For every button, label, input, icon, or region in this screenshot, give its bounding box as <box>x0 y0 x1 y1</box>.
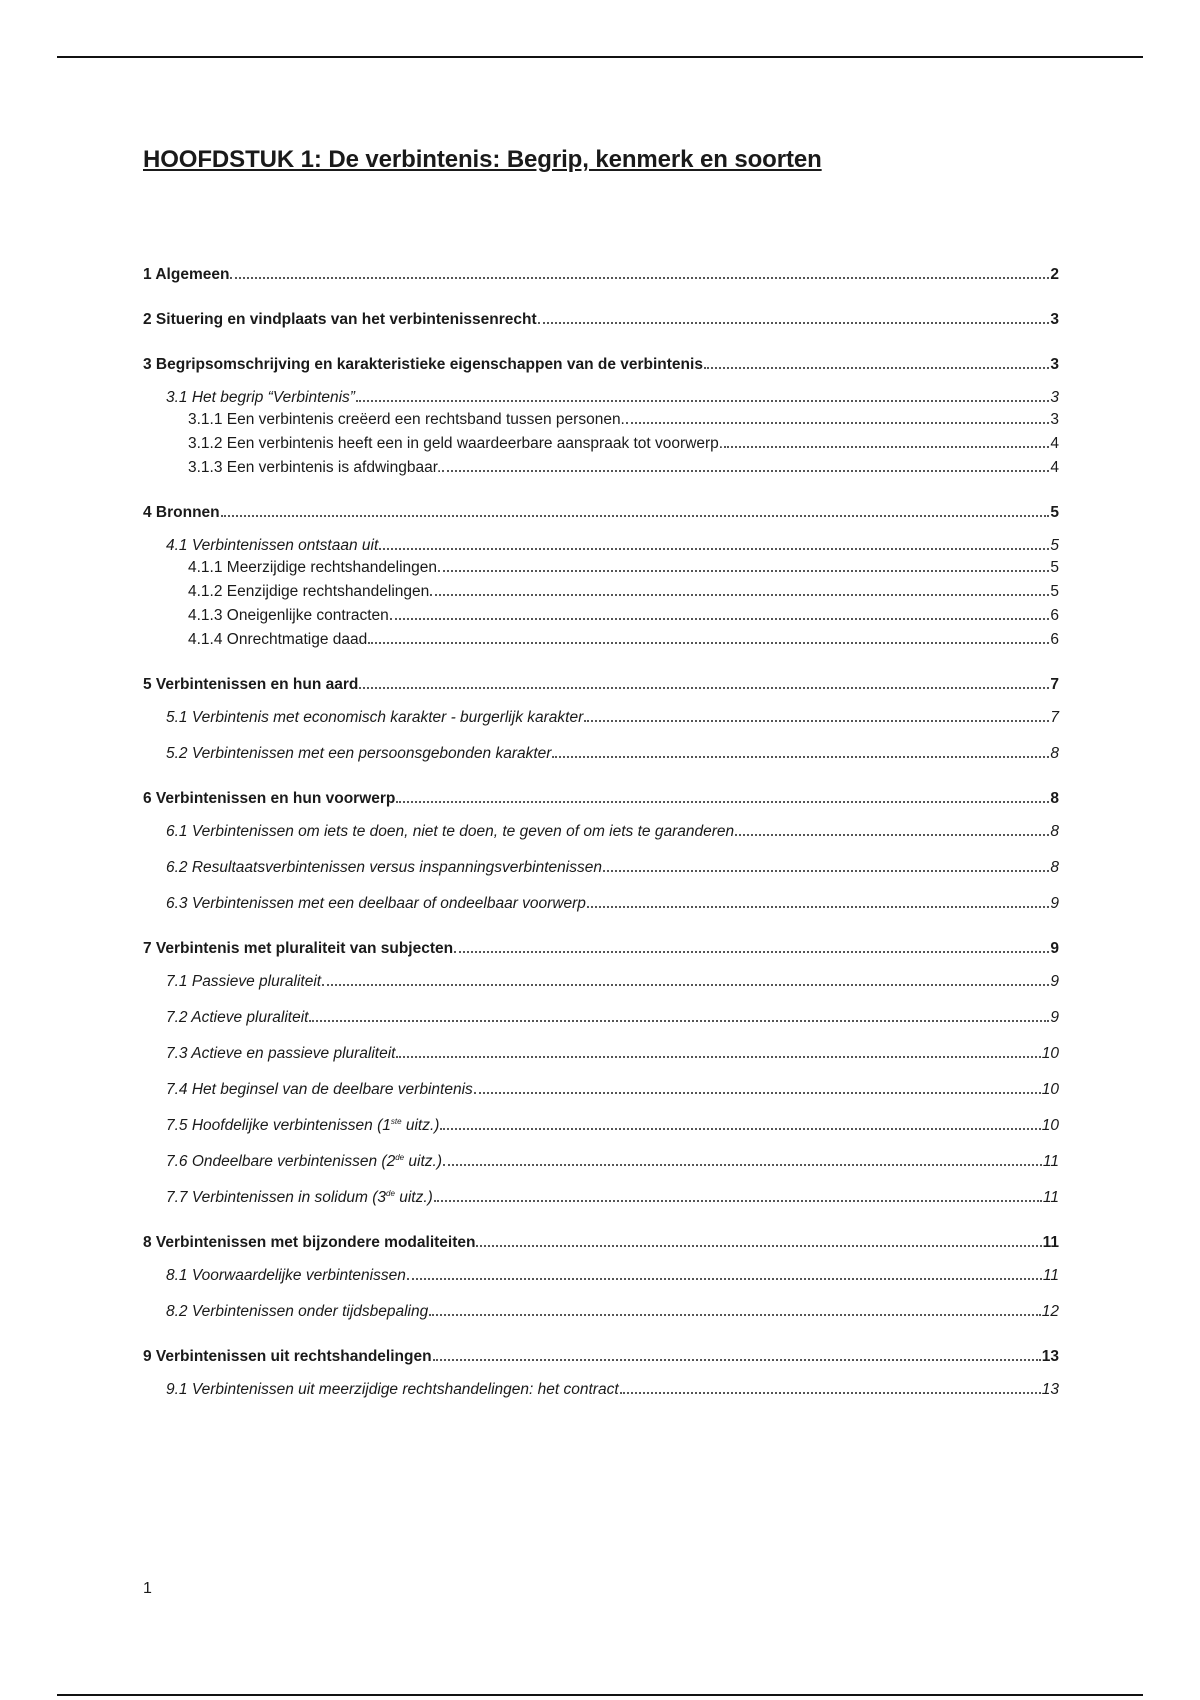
dot-leader <box>440 1128 1040 1130</box>
dot-leader <box>434 1200 1042 1202</box>
toc-entry[interactable] <box>143 790 1059 808</box>
toc-entry-title: 5.2 Verbintenissen met een persoonsgebonden karakter <box>166 745 552 762</box>
toc-entry-title: 6.3 Verbintenissen met een deelbaar of ondeelbaar voorwerp <box>166 895 586 912</box>
toc-entry[interactable] <box>143 459 1059 477</box>
toc-entry-page: 8 <box>1050 745 1059 762</box>
toc-entry-title: 2 Situering en vindplaats van het verbintenissenrecht <box>143 311 537 328</box>
toc-entry-page: 13 <box>1041 1381 1059 1399</box>
dot-leader <box>584 720 1049 722</box>
toc-entry[interactable] <box>143 1153 1059 1171</box>
toc-entry[interactable] <box>143 1234 1059 1252</box>
toc-entry[interactable] <box>143 411 1059 429</box>
toc-entry-title: 4.1.2 Eenzijdige rechtshandelingen <box>188 583 430 600</box>
toc-entry[interactable] <box>143 895 1059 913</box>
toc-entry-title: 6.2 Resultaatsverbintenissen versus inspanningsverbintenissen <box>166 859 602 876</box>
dot-leader <box>552 756 1049 758</box>
dot-leader <box>626 422 1050 424</box>
toc-entry-title: 7 Verbintenis met pluraliteit van subjecten <box>143 940 454 957</box>
toc-entry-page: 10 <box>1041 1081 1059 1098</box>
toc-entry-title: 7.6 Ondeelbare verbintenissen (2de uitz.) <box>166 1153 443 1171</box>
dot-leader <box>704 367 1049 369</box>
toc-entry-page: 8 <box>1050 859 1059 876</box>
toc-entry-page: 12 <box>1041 1303 1059 1321</box>
toc-entry[interactable] <box>143 1381 1059 1399</box>
toc-entry-title: 9 Verbintenissen uit rechtshandelingen <box>143 1348 432 1366</box>
toc-entry[interactable] <box>143 1267 1059 1285</box>
toc-entry-page: 11 <box>1042 1234 1059 1252</box>
toc-entry-title: 6.1 Verbintenissen om iets te doen, niet te doen, te geven of om iets te garanderen <box>166 823 735 840</box>
toc-entry-title: 4.1 Verbintenissen ontstaan uit <box>166 537 379 554</box>
toc-entry[interactable] <box>143 1117 1059 1135</box>
dot-leader <box>407 1278 1042 1280</box>
toc-entry-page: 5 <box>1050 537 1059 554</box>
toc-entry[interactable] <box>143 1045 1059 1063</box>
toc-entry[interactable] <box>143 266 1059 284</box>
toc-entry-title: 4 Bronnen <box>143 504 220 521</box>
toc-entry-page: 3 <box>1050 389 1059 406</box>
toc-entry-title: 7.1 Passieve pluraliteit <box>166 973 322 990</box>
toc-entry[interactable] <box>143 1189 1059 1207</box>
dot-leader <box>396 1056 1040 1058</box>
toc-entry[interactable] <box>143 559 1059 577</box>
toc-entry-title: 4.1.3 Oneigenlijke contracten <box>188 607 389 624</box>
toc-entry-page: 4 <box>1050 435 1059 452</box>
toc-entry-page: 9 <box>1050 940 1059 957</box>
toc-entry-page: 13 <box>1041 1348 1059 1366</box>
toc-entry[interactable] <box>143 940 1059 958</box>
header-rule <box>57 56 1143 58</box>
toc-entry[interactable] <box>143 504 1059 522</box>
toc-entry-title: 7.2 Actieve pluraliteit <box>166 1009 309 1026</box>
dot-leader <box>724 446 1049 448</box>
toc-entry[interactable] <box>143 631 1059 649</box>
toc-entry-title: 6 Verbintenissen en hun voorwerp <box>143 790 396 807</box>
toc-entry-title: 8.2 Verbintenissen onder tijdsbepaling <box>166 1303 429 1321</box>
dot-leader <box>221 515 1050 517</box>
toc-entry-title: 3.1.3 Een verbintenis is afdwingbaar. <box>188 459 442 476</box>
dot-leader <box>474 1092 1041 1094</box>
dot-leader <box>438 570 1049 572</box>
toc-entry-page: 6 <box>1050 631 1059 648</box>
toc-entry-page: 10 <box>1041 1117 1059 1135</box>
toc-entry-title: 3.1.2 Een verbintenis heeft een in geld waardeerbare aanspraak tot voorwerp. <box>188 435 724 452</box>
toc-entry[interactable] <box>143 356 1059 374</box>
toc-entry-title: 7.7 Verbintenissen in solidum (3de uitz.) <box>166 1189 433 1207</box>
toc-entry[interactable] <box>143 537 1059 555</box>
dot-leader <box>454 951 1049 953</box>
toc-entry-title: 5 Verbintenissen en hun aard <box>143 676 359 693</box>
dot-leader <box>359 687 1049 689</box>
toc-entry[interactable] <box>143 435 1059 453</box>
toc-entry[interactable] <box>143 745 1059 763</box>
dot-leader <box>379 548 1049 550</box>
toc-entry-page: 9 <box>1050 973 1059 990</box>
toc-entry-title: 3.1 Het begrip “Verbintenis” <box>166 389 355 406</box>
toc-entry[interactable] <box>143 1009 1059 1027</box>
footer-rule <box>57 1694 1143 1696</box>
dot-leader <box>368 642 1049 644</box>
page-number: 1 <box>143 1580 152 1597</box>
toc-entry-page: 5 <box>1050 504 1059 521</box>
dot-leader <box>538 322 1050 324</box>
dot-leader <box>603 870 1049 872</box>
dot-leader <box>476 1245 1041 1247</box>
toc-entry-page: 9 <box>1050 1009 1059 1026</box>
toc-entry[interactable] <box>143 1081 1059 1099</box>
toc-entry[interactable] <box>143 607 1059 625</box>
toc-entry-title: 4.1.4 Onrechtmatige daad <box>188 631 368 648</box>
dot-leader <box>309 1020 1049 1022</box>
toc-entry-title: 7.4 Het beginsel van de deelbare verbintenis <box>166 1081 473 1098</box>
toc-entry-page: 3 <box>1050 356 1059 373</box>
toc-entry[interactable] <box>143 709 1059 727</box>
dot-leader <box>442 470 1049 472</box>
toc-entry-page: 3 <box>1050 311 1059 328</box>
toc-entry-title: 3 Begripsomschrijving en karakteristieke eigenschappen van de verbintenis <box>143 356 703 373</box>
toc-entry-page: 4 <box>1050 459 1059 476</box>
dot-leader <box>433 1359 1041 1361</box>
toc-entry-page: 7 <box>1050 676 1059 693</box>
toc-entry-page: 11 <box>1042 1189 1059 1207</box>
toc-entry-title: 1 Algemeen <box>143 266 230 283</box>
toc-entry-page: 9 <box>1050 895 1059 912</box>
toc-entry-title: 7.5 Hoofdelijke verbintenissen (1ste uitz.) <box>166 1117 440 1135</box>
toc-entry-page: 8 <box>1050 790 1059 807</box>
toc-entry-title: 7.3 Actieve en passieve pluraliteit <box>166 1045 396 1062</box>
toc-entry-page: 5 <box>1050 559 1059 576</box>
dot-leader <box>230 277 1049 279</box>
toc-entry[interactable] <box>143 823 1059 841</box>
toc-entry[interactable] <box>143 311 1059 329</box>
toc-entry-page: 10 <box>1041 1045 1059 1062</box>
table-of-contents <box>143 266 1059 1399</box>
toc-entry-page: 7 <box>1050 709 1059 726</box>
toc-entry-page: 2 <box>1050 266 1059 283</box>
dot-leader <box>390 618 1050 620</box>
toc-entry-page: 11 <box>1042 1153 1059 1171</box>
dot-leader <box>735 834 1049 836</box>
toc-entry[interactable] <box>143 583 1059 601</box>
toc-entry[interactable] <box>143 1348 1059 1366</box>
dot-leader <box>356 400 1049 402</box>
dot-leader <box>322 984 1049 986</box>
toc-entry-page: 8 <box>1050 823 1059 840</box>
dot-leader <box>443 1164 1042 1166</box>
toc-entry[interactable] <box>143 676 1059 694</box>
toc-entry-page: 3 <box>1050 411 1059 428</box>
toc-entry-title: 8 Verbintenissen met bijzondere modaliteiten <box>143 1234 476 1252</box>
toc-entry-page: 5 <box>1050 583 1059 600</box>
dot-leader <box>587 906 1049 908</box>
toc-entry[interactable] <box>143 1303 1059 1321</box>
toc-entry-page: 11 <box>1042 1267 1059 1285</box>
dot-leader <box>620 1392 1041 1394</box>
toc-entry-title: 8.1 Voorwaardelijke verbintenissen <box>166 1267 406 1285</box>
dot-leader <box>396 801 1049 803</box>
toc-entry-title: 3.1.1 Een verbintenis creëerd een rechtsband tussen personen. <box>188 411 625 428</box>
toc-entry-page: 6 <box>1050 607 1059 624</box>
toc-entry-title: 5.1 Verbintenis met economisch karakter - burgerlijk karakter <box>166 709 584 726</box>
toc-entry[interactable] <box>143 389 1059 407</box>
toc-entry-title: 4.1.1 Meerzijdige rechtshandelingen <box>188 559 438 576</box>
toc-entry[interactable] <box>143 973 1059 991</box>
page-title: HOOFDSTUK 1: De verbintenis: Begrip, kenmerk en soorten <box>143 146 822 173</box>
dot-leader <box>430 594 1049 596</box>
dot-leader <box>429 1314 1041 1316</box>
toc-entry[interactable] <box>143 859 1059 877</box>
toc-entry-title: 9.1 Verbintenissen uit meerzijdige rechtshandelingen: het contract <box>166 1381 619 1399</box>
